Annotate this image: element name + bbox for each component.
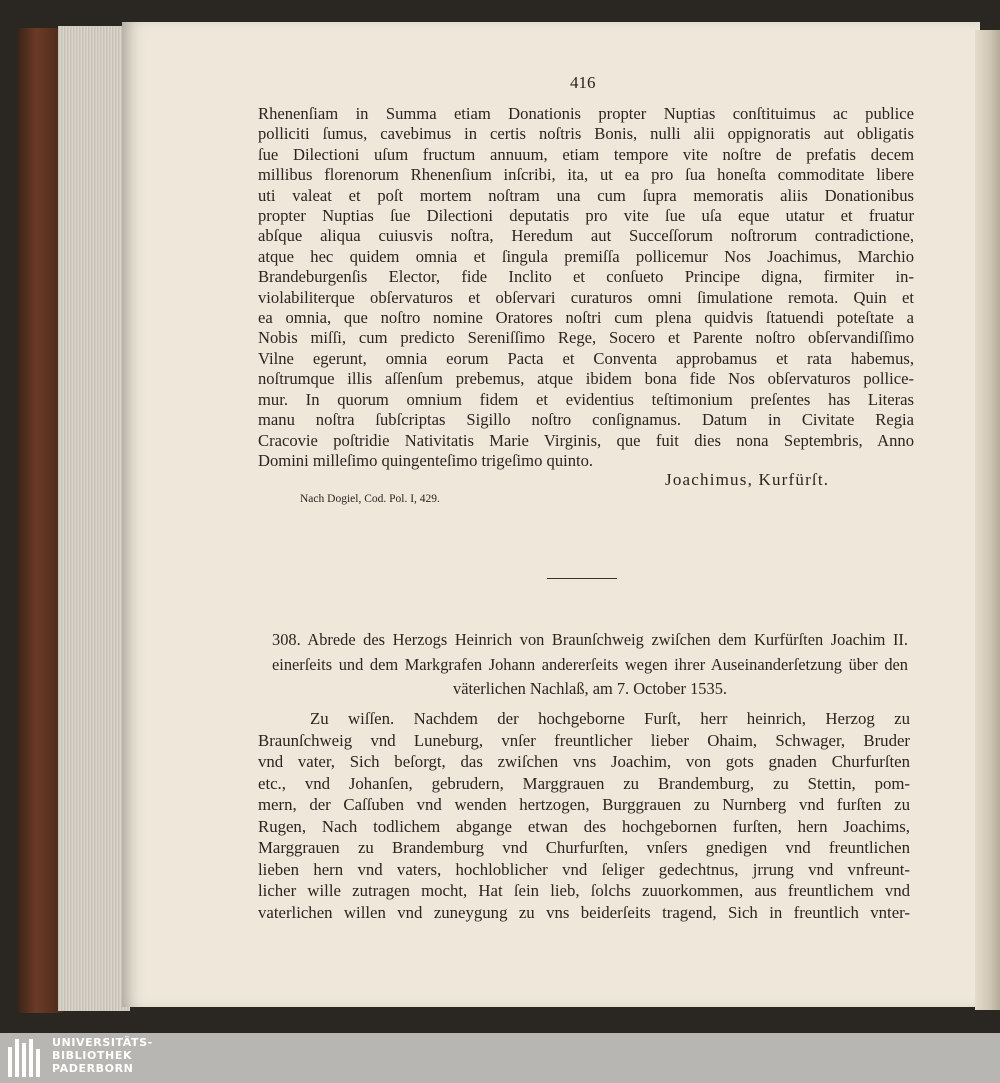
text-line: millibus florenorum Rhenenſium inſcribi, ita, ut ea pro ſua honeſta commoditate libere bbox=[258, 165, 914, 185]
latin-text-block bbox=[258, 104, 914, 471]
text-line: uti valeat et poſt mortem noſtram una cum ſupra memoratis aliis Donationibus bbox=[258, 185, 914, 205]
library-name-line: PADERBORN bbox=[52, 1062, 134, 1075]
book-cover-edge bbox=[18, 28, 63, 1013]
text-line: polliciti ſumus, cavebimus in certis noſtris Bonis, nulli alii oppignoratis aut obligatis bbox=[258, 124, 914, 144]
text-line: manu noſtra ſubſcriptas Sigillo noſtro conſignamus. Datum in Civitate Regia bbox=[258, 410, 914, 430]
section-divider bbox=[547, 578, 617, 579]
text-line: Marggrauen zu Brandemburg vnd Churfurſten, vnſers gnedigen vnd freuntlichen bbox=[258, 838, 910, 857]
text-line: ea omnia, que noſtro nomine Oratores noſtri cum plena quidvis ſtatuendi poteſtate a bbox=[258, 308, 914, 328]
text-line: Brandeburgenſis Elector, fide Inclito et conſueto Principe digna, firmiter in- bbox=[258, 267, 914, 287]
source-note: Nach Dogiel, Cod. Pol. I, 429. bbox=[300, 493, 440, 505]
heading-line: väterlichen Nachlaß, am 7. October 1535. bbox=[453, 679, 727, 698]
document-heading bbox=[272, 628, 908, 702]
heading-line: 308. Abrede des Herzogs Heinrich von Braunſchweig zwiſchen dem Kurfürſten Joachim II. bbox=[272, 630, 908, 649]
text-line: Zu wiſſen. Nachdem der hochgeborne Furſt, herr heinrich, Herzog zu bbox=[310, 709, 910, 728]
text-line: Rugen, Nach todlichem abgange etwan des hochgebornen furſten, hern Joachims, bbox=[258, 816, 910, 836]
text-line: vaterlichen willen vnd zuneygung zu vns beiderſeits tragend, Sich in freuntlich vnter- bbox=[258, 902, 910, 922]
heading-line: einerſeits und dem Markgrafen Johann andererſeits wegen ihrer Auseinanderſetzung über den bbox=[272, 654, 908, 674]
text-line: vnd vater, Sich beſorgt, das zwiſchen vns Joachim, von gots gnaden Churfurſten bbox=[258, 752, 910, 771]
page-edges bbox=[58, 26, 130, 1011]
german-text-block bbox=[258, 708, 910, 923]
text-line: mur. In quorum omnium fidem et evidentius teſtimonium preſentes has Literas bbox=[258, 389, 914, 409]
facing-page-edge bbox=[975, 30, 1000, 1010]
library-name bbox=[52, 1036, 153, 1075]
text-line: etc., vnd Johanſen, gebrudern, Marggrauen zu Brandemburg, zu Stettin, pom- bbox=[258, 773, 910, 793]
text-line: Cracovie poſtridie Nativitatis Marie Virginis, que fuit dies nona Septembris, Anno bbox=[258, 430, 914, 450]
library-name-line: BIBLIOTHEK bbox=[52, 1049, 133, 1062]
text-line: propter Nuptias ſue Dilectioni deputatis pro vite ſue uſa eque utatur et fruatur bbox=[258, 206, 914, 226]
signature-line: Joachimus, Kurfürſt. bbox=[665, 470, 830, 489]
text-line: lieben hern vnd vaters, hochloblicher vnd ſeliger gedechtnus, jrrung vnd vnfreunt- bbox=[258, 859, 910, 879]
text-line: abſque aliqua cuiusvis noſtra, Heredum aut Succeſſorum noſtrorum contradictione, bbox=[258, 226, 914, 246]
text-line: Vilne egerunt, omnia eorum Pacta et Conventa approbamus et rata habemus, bbox=[258, 348, 914, 368]
text-line: Rhenenſiam in Summa etiam Donationis propter Nuptias conſtituimus ac publice bbox=[258, 104, 914, 123]
university-library-bars-logo-icon bbox=[6, 1035, 46, 1081]
text-line: Braunſchweig vnd Luneburg, vnſer freuntlicher lieber Ohaim, Schwager, Bruder bbox=[258, 730, 910, 750]
library-name-line: UNIVERSITÄTS- bbox=[52, 1036, 153, 1049]
text-line: atque hec quidem omnia et ſingula premiſſa pollicemur Nos Joachimus, Marchio bbox=[258, 246, 914, 266]
page-number: 416 bbox=[570, 73, 596, 92]
text-line: Nobis miſſi, cum predicto Sereniſſimo Rege, Socero et Parente noſtro obſervandiſſimo bbox=[258, 328, 914, 348]
text-line: noſtrumque illis aſſenſum prebemus, atque ibidem bona fide Nos obſervaturos pollice- bbox=[258, 369, 914, 389]
text-line: ſue Dilectioni uſum fructum annuum, etiam tempore vite noſtre de prefatis decem bbox=[258, 144, 914, 164]
text-line: licher wille zutragen mocht, Hat ſein lieb, ſolchs zuuorkommen, aus freuntlichem vnd bbox=[258, 881, 910, 900]
text-line: mern, der Caſſuben vnd wenden hertzogen, Burggrauen zu Nurnberg vnd furſten zu bbox=[258, 795, 910, 814]
text-line: violabiliterque obſervaturos et obſervari curaturos omni ſimulatione remota. Quin et bbox=[258, 287, 914, 307]
text-line: Domini milleſimo quingenteſimo trigeſimo quinto. bbox=[258, 450, 594, 470]
